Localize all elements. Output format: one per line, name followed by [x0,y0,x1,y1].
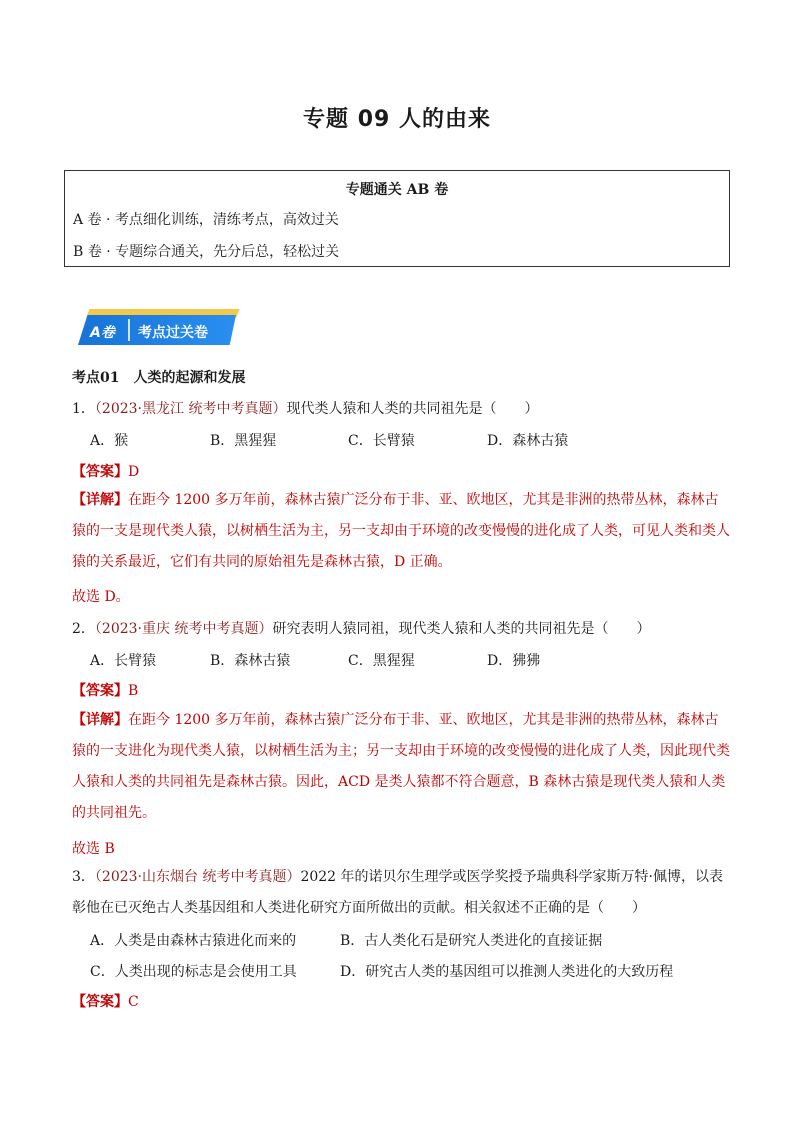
q1-option-b: B．黑猩猩 [210,433,277,449]
q3-option-b: B．古人类化石是研究人类进化的直接证据 [340,933,603,949]
question-number: 3． [72,869,95,885]
q1-option-c: C．长臂猿 [348,433,415,449]
section-heading: 考点01 人类的起源和发展 [72,370,246,386]
q3-option-a: A．人类是由森林古猿进化而来的 [90,933,297,949]
q1-conclusion: 故选 D。 [72,589,130,605]
detail-text: 在距今 1200 多万年前，森林古猿广泛分布于非、亚、欧地区，尤其是非洲的热带丛林，森林古猿的一支进化为现代类人猿，以树栖生活为主；另一支却由于环境的改变慢慢的进化成了人类，因此现代类人猿和人类的共同祖先是森林古猿。因此，ACD 是类人猿都不符合题意，B 森林古猿是现代类人猿和人类的共同祖先。 [72,712,730,821]
detail-text: 在距今 1200 多万年前，森林古猿广泛分布于非、亚、欧地区，尤其是非洲的热带丛林，森林古猿的一支是现代类人猿，以树栖生活为主，另一支却由于环境的改变慢慢的进化成了人类，可见人类和类人猿的关系最近，它们有共同的原始祖先是森林古猿，D 正确。 [72,492,730,570]
page-title: 专题 09 人的由来 [303,107,491,132]
answer-label: 【答案】 [72,683,128,699]
question-number: 2． [72,621,95,637]
question-text: 研究表明人猿同祖，现代类人猿和人类的共同祖先是（ ） [272,621,651,637]
q3-option-d: D．研究古人类的基因组可以推测人类进化的大致历程 [340,964,674,980]
ab-box-line-b: B 卷 · 专题综合通关，先分后总，轻松过关 [73,244,340,260]
question-source: （2023·黑龙江 统考中考真题） [94,401,287,417]
detail-label: 【详解】 [72,492,128,508]
question-2-stem [72,618,650,638]
question-text: 现代类人猿和人类的共同祖先是（ ） [286,401,539,417]
detail-label: 【详解】 [72,712,128,728]
banner-divider [128,319,130,341]
banner-title: 考点过关卷 [138,325,208,341]
question-source: （2023·山东烟台 统考中考真题） [94,869,301,885]
q1-option-d: D．森林古猿 [487,433,569,449]
q2-option-b: B．森林古猿 [210,653,291,669]
question-1-stem [72,398,538,418]
answer-value: C [128,994,139,1010]
question-3-stem [72,862,732,924]
q3-answer [72,991,139,1011]
question-number: 1． [72,401,95,417]
q1-detail [72,485,732,578]
q2-option-d: D．狒狒 [487,653,541,669]
q2-detail [72,705,732,829]
answer-label: 【答案】 [72,464,128,480]
q2-conclusion: 故选 B [72,841,115,857]
answer-value: B [128,683,139,699]
q1-answer [72,461,139,481]
q2-option-a: A．长臂猿 [90,653,157,669]
q2-answer [72,680,138,700]
q1-option-a: A．猴 [90,433,129,449]
ab-box-heading: 专题通关 AB 卷 [345,182,449,198]
q3-option-c: C．人类出现的标志是会使用工具 [90,964,297,980]
q2-option-c: C．黑猩猩 [348,653,415,669]
volume-a-banner [78,309,237,345]
question-text: 2022 年的诺贝尔生理学或医学奖授予瑞典科学家斯万特·佩博，以表彰他在已灭绝古人类基因组和人类进化研究方面所做出的贡献。相关叙述不正确的是（ ） [72,869,723,916]
question-source: （2023·重庆 统考中考真题） [94,621,273,637]
ab-box-line-a: A 卷 · 考点细化训练，清练考点，高效过关 [73,212,339,228]
ab-intro-box [64,170,730,267]
banner-volume-tag: A卷 [90,325,115,341]
answer-label: 【答案】 [72,994,128,1010]
answer-value: D [128,464,140,480]
